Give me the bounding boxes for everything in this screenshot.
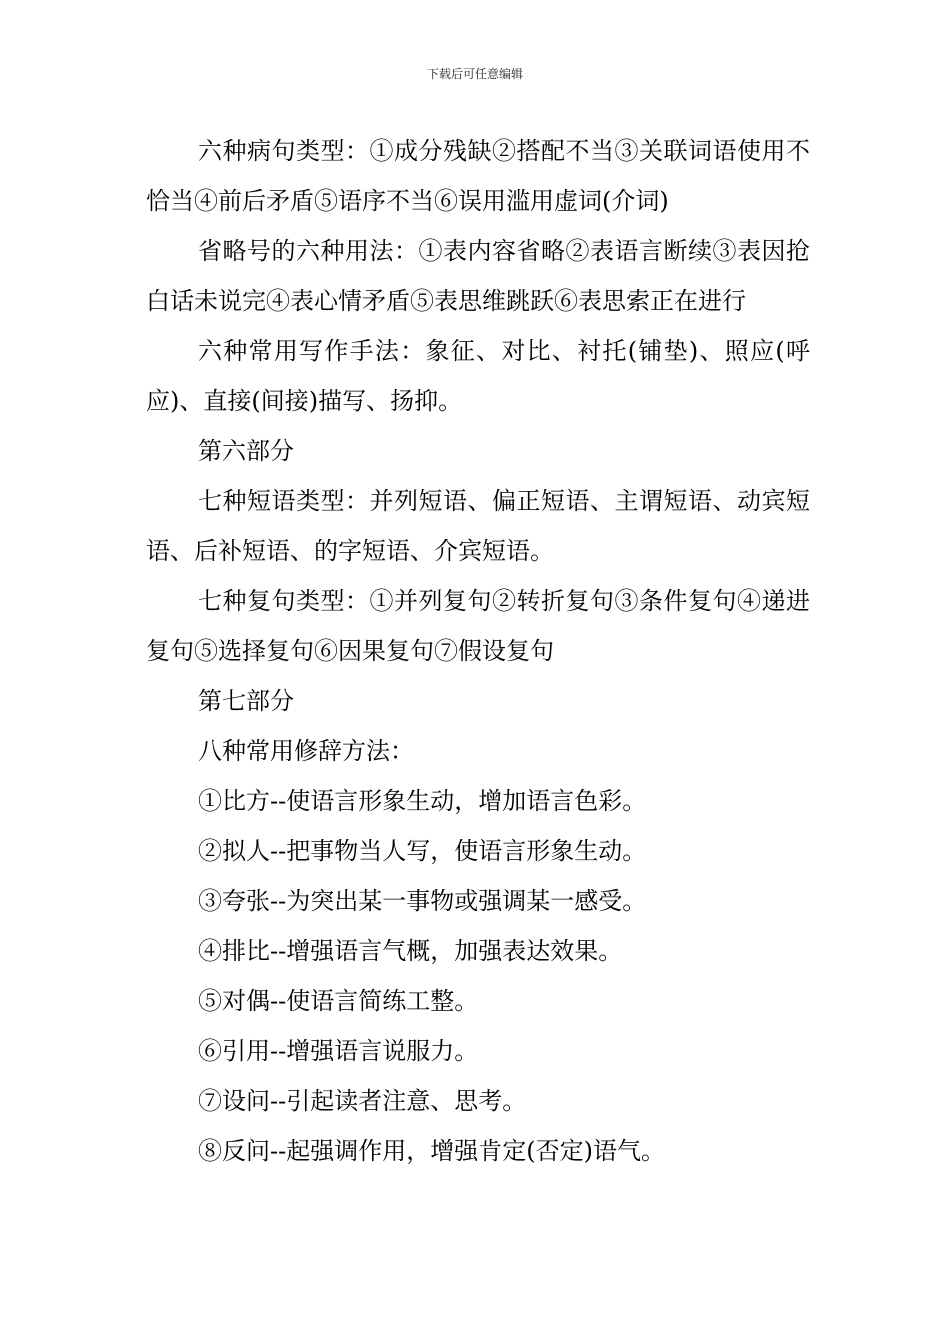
list-item-rhetoric: ⑧反问--起强调作用，增强肯定(否定)语气。 [198, 1137, 665, 1165]
page-header: 下载后可任意编辑 [426, 67, 523, 81]
document-body [146, 126, 810, 1176]
list-item-rhetoric: ⑦设问--引起读者注意、思考。 [198, 1087, 527, 1115]
paragraph-sentence-error-types: 六种病句类型：①成分残缺②搭配不当③关联词语使用不恰当④前后矛盾⑤语序不当⑥误用滥用虚词(介词) [146, 137, 810, 215]
paragraph-phrase-types: 七种短语类型：并列短语、偏正短语、主谓短语、动宾短语、后补短语、的字短语、介宾短语。 [146, 487, 810, 565]
section-heading-part-six: 第六部分 [198, 437, 294, 465]
list-item-rhetoric: ⑤对偶--使语言简练工整。 [198, 987, 479, 1015]
list-item-rhetoric: ①比方--使语言形象生动，增加语言色彩。 [198, 787, 647, 815]
paragraph-complex-sentence-types: 七种复句类型：①并列复句②转折复句③条件复句④递进复句⑤选择复句⑥因果复句⑦假设复句 [146, 587, 810, 665]
list-item-rhetoric: ④排比--增强语言气概，加强表达效果。 [198, 937, 623, 965]
section-heading-part-seven: 第七部分 [198, 687, 294, 715]
list-item-rhetoric: ③夸张--为突出某一事物或强调某一感受。 [198, 887, 647, 915]
paragraph-ellipsis-usage: 省略号的六种用法：①表内容省略②表语言断续③表因抢白话未说完④表心情矛盾⑤表思维跳跃⑥表思索正在进行 [146, 237, 810, 315]
list-item-rhetoric: ②拟人--把事物当人写，使语言形象生动。 [198, 837, 647, 865]
paragraph-writing-techniques: 六种常用写作手法：象征、对比、衬托(铺垫)、照应(呼应)、直接(间接)描写、扬抑。 [146, 337, 810, 415]
list-item-rhetoric: ⑥引用--增强语言说服力。 [198, 1037, 479, 1065]
paragraph-rhetoric-intro: 八种常用修辞方法： [198, 737, 414, 765]
